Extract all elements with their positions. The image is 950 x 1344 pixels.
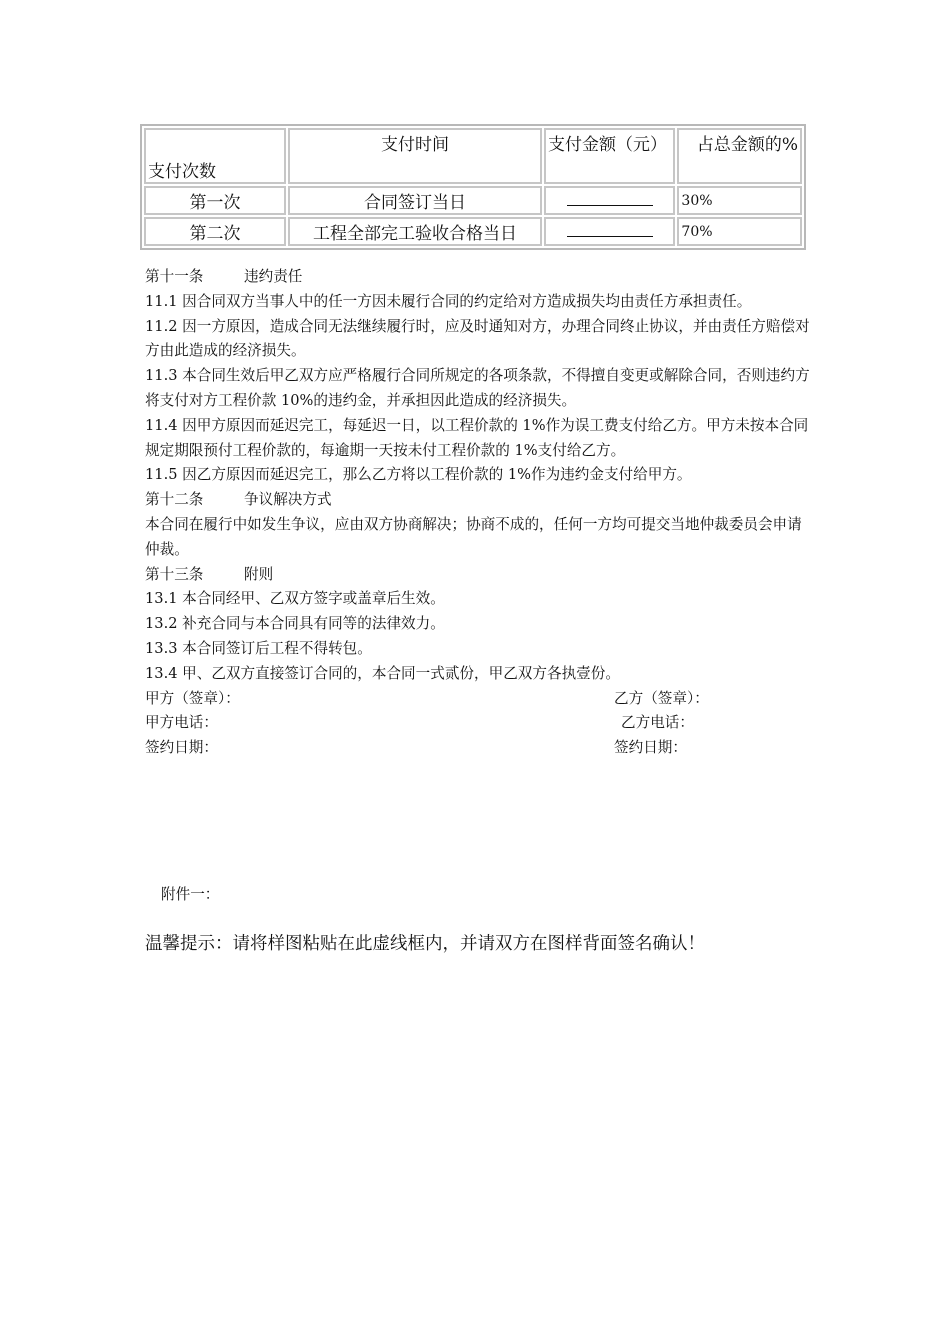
header-payment-amount: 支付金额（元） — [544, 128, 675, 184]
date-row — [145, 736, 813, 761]
amount-blank-line — [567, 222, 653, 237]
party-a-date-label: 签约日期： — [145, 739, 218, 757]
clause-item: 11.3 本合同生效后甲乙双方应严格履行合同所规定的各项条款，不得擅自变更或解除合同，否则违约方将支付对方工程价款 10%的违约金，并承担因此造成的经济损失。 — [145, 367, 810, 409]
clause-text: 本合同在履行中如发生争议，应由双方协商解决；协商不成的，任何一方均可提交当地仲裁委员会申请仲裁。 — [145, 515, 802, 558]
clause-item: 13.2 补充合同与本合同具有同等的法律效力。 — [145, 615, 445, 633]
attachment-label: 附件一： — [161, 886, 220, 903]
clause-11-heading — [145, 265, 813, 290]
clause-item: 11.4 因甲方原因而延迟完工，每延迟一日，以工程价款的 1%作为误工费支付给乙方。甲方未按本合同规定期限预付工程价款的，每逾期一天按未付工程价款的 1%支付给乙方。 — [145, 416, 809, 459]
clause-13-heading — [145, 563, 813, 588]
payment-count-cell: 第二次 — [144, 217, 286, 246]
clause-item: 11.5 因乙方原因而延迟完工，那么乙方将以工程价款的 1%作为违约金支付给甲方。 — [145, 466, 692, 484]
signature-row — [145, 687, 813, 712]
warm-tip-text: 温馨提示：请将样图粘贴在此虚线框内，并请双方在图样背面签名确认！ — [145, 934, 705, 954]
payment-count-cell: 第一次 — [144, 186, 286, 215]
clause-item: 13.4 甲、乙双方直接签订合同的，本合同一式贰份，甲乙双方各执壹份。 — [145, 664, 620, 682]
table-header-row — [144, 128, 802, 184]
party-a-signature-label: 甲方（签章）： — [145, 689, 240, 707]
payment-schedule-table — [140, 124, 806, 250]
contract-body — [145, 265, 813, 761]
header-percent-of-total: 占总金额的% — [677, 128, 802, 184]
payment-percent-cell: 70% — [677, 217, 802, 246]
clause-item: 11.1 因合同双方当事人中的任一方因未履行合同的约定给对方造成损失均由责任方承担责任。 — [145, 292, 752, 310]
phone-row — [145, 711, 813, 736]
payment-amount-cell — [544, 186, 675, 215]
clause-item: 13.1 本合同经甲、乙双方签字或盖章后生效。 — [145, 590, 445, 608]
party-a-phone-label: 甲方电话： — [145, 714, 218, 732]
party-b-phone-label: 乙方电话： — [621, 714, 694, 732]
clause-number: 第十二条 — [145, 491, 204, 509]
party-b-date-label: 签约日期： — [614, 739, 687, 757]
clause-item: 11.2 因一方原因，造成合同无法继续履行时，应及时通知对方，办理合同终止协议，并由责任方赔偿对方由此造成的经济损失。 — [145, 317, 810, 360]
payment-time-cell: 工程全部完工验收合格当日 — [288, 217, 542, 246]
header-payment-time: 支付时间 — [288, 128, 542, 184]
clause-title: 违约责任 — [244, 268, 303, 285]
payment-percent-cell: 30% — [677, 186, 802, 215]
table-row — [144, 217, 802, 246]
clause-number: 第十三条 — [145, 565, 204, 583]
amount-blank-line — [567, 191, 653, 206]
payment-amount-cell — [544, 217, 675, 246]
clause-title: 争议解决方式 — [244, 491, 332, 509]
payment-time-cell: 合同签订当日 — [288, 186, 542, 215]
table-row — [144, 186, 802, 215]
clause-number: 第十一条 — [145, 268, 204, 285]
clause-12-heading — [145, 488, 813, 513]
header-payment-count: 支付次数 — [144, 128, 286, 184]
clause-title: 附则 — [244, 565, 274, 583]
party-b-signature-label: 乙方（签章）： — [614, 689, 709, 707]
clause-item: 13.3 本合同签订后工程不得转包。 — [145, 639, 372, 657]
